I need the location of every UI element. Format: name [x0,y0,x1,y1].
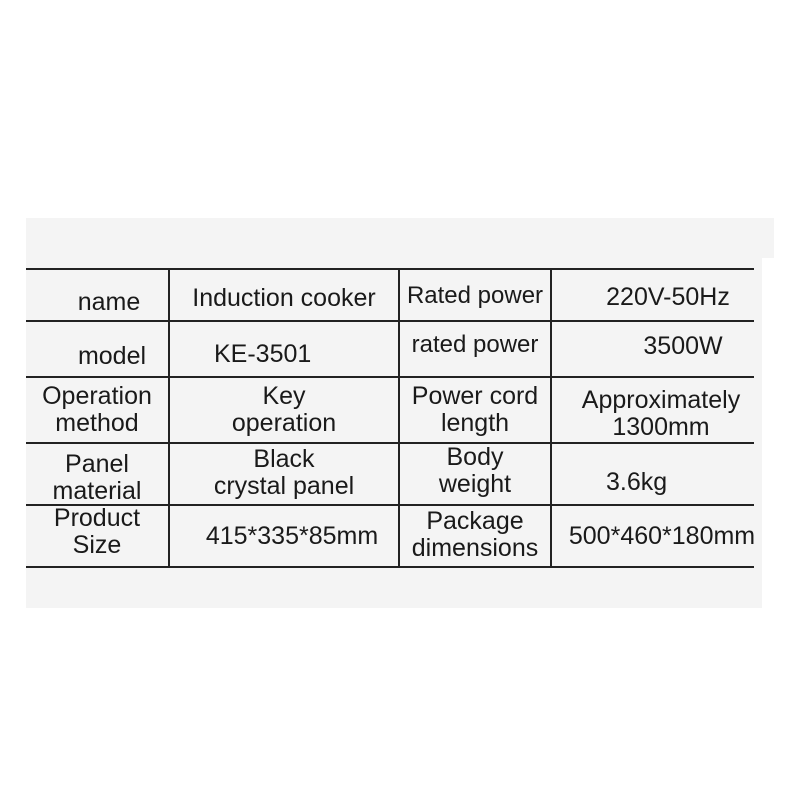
spec-value [552,378,754,442]
spec-label-text: name [77,287,141,316]
spec-value-text: 1300mm [612,413,710,441]
spec-label [400,322,550,376]
spec-value [170,444,398,504]
spec-label-text: Rated power [406,281,544,309]
spec-value-text: Black [253,445,315,473]
spec-value [552,506,754,566]
spec-label-text: Power cord [411,382,539,410]
spec-value [170,322,398,376]
spec-value [552,444,754,504]
spec-label [400,270,550,320]
spec-label [400,506,550,566]
spec-label [26,444,168,504]
spec-value [552,270,754,320]
panel-edge [762,258,800,608]
spec-value-text: Approximately [581,386,741,414]
spec-label [26,506,168,566]
spec-label-text: rated power [411,330,539,358]
spec-label-text: Product [53,504,141,532]
spec-label [400,444,550,504]
spec-value-text: 500*460*180mm [568,521,756,550]
spec-value [170,506,398,566]
spec-label-text: model [77,341,147,370]
spec-value-text: 3500W [643,331,723,360]
spec-value [170,378,398,442]
spec-label-text: Operation [42,382,152,410]
spec-label-text: dimensions [411,534,539,562]
spec-label [26,322,168,376]
table-rule [26,566,754,568]
spec-label [26,378,168,442]
spec-value-text: 415*335*85mm [205,521,379,550]
spec-value-text: KE-3501 [214,339,312,368]
spec-value [170,270,398,320]
spec-value-text: Key [262,382,306,410]
spec-label [400,378,550,442]
spec-value-text: operation [231,409,337,437]
spec-value-text: 220V-50Hz [606,282,730,311]
spec-value [552,322,754,376]
spec-label-text: Panel [65,450,129,478]
spec-table [26,268,754,568]
spec-label [26,270,168,320]
spec-value-text: crystal panel [213,472,355,500]
spec-value-text: Induction cooker [192,283,376,312]
spec-label-text: length [440,409,510,437]
spec-label-text: Size [72,531,122,559]
spec-label-text: material [52,477,142,505]
spec-label-text: weight [438,470,512,498]
spec-value-text: 3.6kg [606,467,668,496]
spec-label-text: Body [446,443,504,471]
spec-label-text: method [55,409,139,437]
spec-label-text: Package [426,507,524,535]
